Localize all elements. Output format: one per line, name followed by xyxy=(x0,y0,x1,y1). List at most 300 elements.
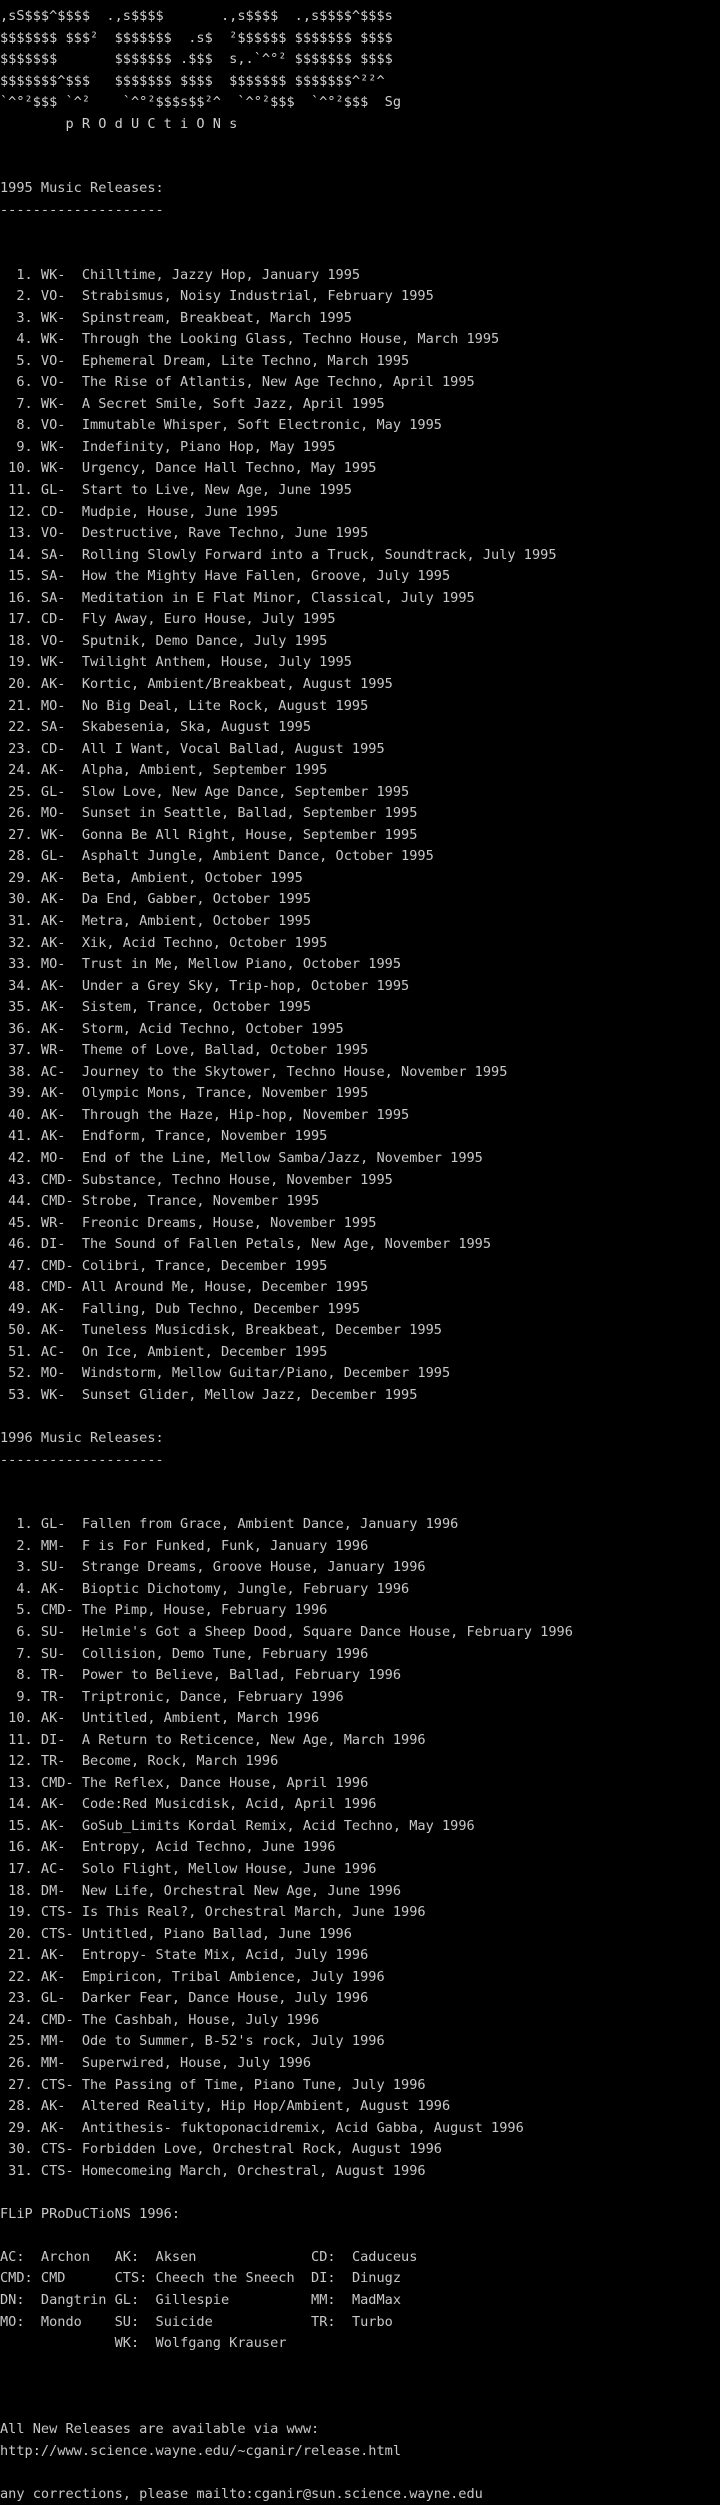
member-code: GL: xyxy=(114,2291,156,2308)
release-number: 29. xyxy=(0,869,41,886)
artist-code: VO- xyxy=(40,352,82,369)
release-title: Twilight Anthem, House, July 1995 xyxy=(81,654,352,671)
release-number: 41. xyxy=(0,1128,41,1145)
release-title: Rolling Slowly Forward into a Truck, Soundtrack, July 1995 xyxy=(81,546,557,563)
release-item xyxy=(0,1363,720,1385)
artist-code: CTS- xyxy=(40,1904,82,1921)
artist-code: AK- xyxy=(40,977,82,994)
artist-code: CMD- xyxy=(40,1193,82,1210)
artist-code: GL- xyxy=(40,1516,82,1533)
release-number: 33. xyxy=(0,956,41,973)
release-number: 49. xyxy=(0,1300,41,1317)
release-item xyxy=(0,1191,720,1213)
artist-code: AK- xyxy=(40,675,82,692)
release-title: Fly Away, Euro House, July 1995 xyxy=(81,611,336,628)
release-number: 18. xyxy=(0,1882,41,1899)
release-item xyxy=(0,437,720,459)
release-number: 3. xyxy=(0,309,41,326)
release-title: Urgency, Dance Hall Techno, May 1995 xyxy=(81,460,377,477)
member-name: MadMax xyxy=(351,2291,402,2308)
artist-code: SA- xyxy=(40,568,82,585)
release-title: Asphalt Jungle, Ambient Dance, October 1995 xyxy=(81,848,434,865)
release-number: 34. xyxy=(0,977,41,994)
release-title: Sunset Glider, Mellow Jazz, December 1995 xyxy=(81,1387,418,1403)
member-code: MM: xyxy=(311,2291,352,2308)
artist-code: AK- xyxy=(40,1817,82,1834)
release-item xyxy=(0,1148,720,1170)
release-title: Untitled, Piano Ballad, June 1996 xyxy=(81,1925,352,1942)
release-item xyxy=(0,1622,720,1644)
member-name: Cheech the Sneech xyxy=(155,2270,312,2287)
member-name: Aksen xyxy=(155,2248,312,2265)
artist-code: GL- xyxy=(40,482,82,499)
release-title: Xik, Acid Techno, October 1995 xyxy=(81,934,328,951)
artist-code: CTS- xyxy=(40,1925,82,1942)
release-number: 1. xyxy=(0,266,41,283)
release-number: 11. xyxy=(0,1731,41,1748)
release-title: Spinstream, Breakbeat, March 1995 xyxy=(81,309,352,326)
artist-code: WK- xyxy=(40,331,82,348)
release-title: Sistem, Trance, October 1995 xyxy=(81,999,311,1016)
release-number: 12. xyxy=(0,1753,41,1770)
release-item xyxy=(0,652,720,674)
release-title: All Around Me, House, December 1995 xyxy=(81,1279,369,1296)
release-title: Slow Love, New Age Dance, September 1995 xyxy=(81,783,410,800)
release-item xyxy=(0,609,720,631)
release-title: Chilltime, Jazzy Hop, January 1995 xyxy=(81,266,361,283)
release-number: 28. xyxy=(0,848,41,865)
member-code xyxy=(0,2335,41,2351)
release-item xyxy=(0,803,720,825)
artist-code: CMD- xyxy=(40,1279,82,1296)
artist-code: VO- xyxy=(40,417,82,434)
release-title: Solo Flight, Mellow House, June 1996 xyxy=(81,1861,377,1878)
artist-code: VO- xyxy=(40,525,82,542)
release-title: Bioptic Dichotomy, Jungle, February 1996 xyxy=(81,1580,410,1597)
release-number: 39. xyxy=(0,1085,41,1102)
release-url-link[interactable]: http://www.science.wayne.edu/~cganir/release.html xyxy=(0,2442,402,2459)
member-code: CMD: xyxy=(0,2270,41,2287)
release-title: Theme of Love, Ballad, October 1995 xyxy=(81,1042,369,1059)
release-item xyxy=(0,911,720,933)
release-item xyxy=(0,2075,720,2097)
release-number: 21. xyxy=(0,1947,41,1964)
release-title: The Sound of Fallen Petals, New Age, November 1995 xyxy=(81,1236,492,1253)
release-title: GoSub_Limits Kordal Remix, Acid Techno, May 1996 xyxy=(81,1817,475,1834)
spacer xyxy=(0,2355,720,2377)
member-code: SU: xyxy=(114,2313,156,2330)
release-title: Gonna Be All Right, House, September 1995 xyxy=(81,826,418,843)
release-number: 1. xyxy=(0,1516,41,1533)
release-item xyxy=(0,1385,720,1407)
release-item xyxy=(0,1708,720,1730)
release-number: 14. xyxy=(0,1796,41,1813)
release-item xyxy=(0,1730,720,1752)
corrections-mailto-link[interactable]: any corrections, please mailto:cganir@sun.science.wayne.edu xyxy=(0,2485,483,2502)
artist-code: CD- xyxy=(40,611,82,628)
spacer xyxy=(0,2376,720,2398)
release-number: 22. xyxy=(0,719,41,736)
release-title: The Rise of Atlantis, New Age Techno, April 1995 xyxy=(81,374,475,391)
member-name: CMD xyxy=(40,2270,115,2287)
release-title: Strange Dreams, Groove House, January 1996 xyxy=(81,1559,426,1576)
release-item xyxy=(0,1988,720,2010)
release-title: Superwired, House, July 1996 xyxy=(81,2054,311,2071)
roster-table xyxy=(0,2247,720,2355)
release-item xyxy=(0,1320,720,1342)
section-rule: -------------------- xyxy=(0,1451,164,1468)
release-number: 22. xyxy=(0,1968,41,1985)
release-title: Code:Red Musicdisk, Acid, April 1996 xyxy=(81,1796,377,1813)
artist-code: AK- xyxy=(40,762,82,779)
section-heading: 1995 Music Releases: xyxy=(0,180,164,197)
release-number: 38. xyxy=(0,1063,41,1080)
artist-code: CMD- xyxy=(40,2011,82,2028)
logo-line: `^°²$$$ `^² `^°²$$$s$$²^ `^°²$$$ `^°²$$$ Sg xyxy=(0,94,402,111)
artist-code: CTS- xyxy=(40,2076,82,2093)
artist-code: SA- xyxy=(40,589,82,606)
artist-code: WR- xyxy=(40,1214,82,1231)
release-number: 8. xyxy=(0,1667,41,1684)
release-number: 13. xyxy=(0,525,41,542)
release-item xyxy=(0,2161,720,2183)
artist-code: AK- xyxy=(40,2119,82,2136)
artist-code: WK- xyxy=(40,654,82,671)
release-item xyxy=(0,1126,720,1148)
artist-code: AK- xyxy=(40,1947,82,1964)
artist-code: AK- xyxy=(40,869,82,886)
release-title: Indefinity, Piano Hop, May 1995 xyxy=(81,438,336,455)
release-title: Forbidden Love, Orchestral Rock, August 1996 xyxy=(81,2141,442,2158)
member-name: Gillespie xyxy=(155,2291,312,2308)
release-title: Endform, Trance, November 1995 xyxy=(81,1128,328,1145)
release-title: Untitled, Ambient, March 1996 xyxy=(81,1710,320,1727)
artist-code: GL- xyxy=(40,1990,82,2007)
release-item xyxy=(0,954,720,976)
release-item xyxy=(0,502,720,524)
artist-code: AK- xyxy=(40,1322,82,1339)
release-title: The Pimp, House, February 1996 xyxy=(81,1602,328,1619)
artist-code: MO- xyxy=(40,956,82,973)
member-code: DN: xyxy=(0,2291,41,2308)
artist-code: WK- xyxy=(40,1387,82,1403)
release-number: 9. xyxy=(0,1688,41,1705)
artist-code: WK- xyxy=(40,438,82,455)
release-item xyxy=(0,2096,720,2118)
release-title: Freonic Dreams, House, November 1995 xyxy=(81,1214,377,1231)
release-title: Entropy, Acid Techno, June 1996 xyxy=(81,1839,336,1856)
release-number: 4. xyxy=(0,331,41,348)
release-item xyxy=(0,1687,720,1709)
release-number: 2. xyxy=(0,288,41,305)
release-item xyxy=(0,674,720,696)
release-item xyxy=(0,1945,720,1967)
release-item xyxy=(0,480,720,502)
artist-code: AK- xyxy=(40,1085,82,1102)
artist-code: CMD- xyxy=(40,1602,82,1619)
release-number: 26. xyxy=(0,2054,41,2071)
artist-code: WK- xyxy=(40,460,82,477)
artist-code: CD- xyxy=(40,503,82,520)
member-code: AK: xyxy=(114,2248,156,2265)
release-title: Journey to the Skytower, Techno House, November 1995 xyxy=(81,1063,508,1080)
release-item xyxy=(0,308,720,330)
release-item xyxy=(0,1040,720,1062)
release-number: 32. xyxy=(0,934,41,951)
release-item xyxy=(0,868,720,890)
logo-line: p R O d U C t i O N s xyxy=(0,115,238,132)
spacer xyxy=(0,243,720,265)
release-number: 7. xyxy=(0,1645,41,1662)
artist-code: MO- xyxy=(40,1149,82,1166)
release-title: Sunset in Seattle, Ballad, September 1995 xyxy=(81,805,418,822)
artist-code: SU- xyxy=(40,1645,82,1662)
release-number: 16. xyxy=(0,1839,41,1856)
release-number: 28. xyxy=(0,2098,41,2115)
release-title: Entropy- State Mix, Acid, July 1996 xyxy=(81,1947,369,1964)
release-title: Homecomeing March, Orchestral, August 1996 xyxy=(81,2162,426,2179)
artist-code: AK- xyxy=(40,1020,82,1037)
release-number: 17. xyxy=(0,1861,41,1878)
artist-code: MO- xyxy=(40,1365,82,1382)
member-name: Suicide xyxy=(155,2313,312,2330)
release-number: 42. xyxy=(0,1149,41,1166)
release-item xyxy=(0,545,720,567)
release-item xyxy=(0,1665,720,1687)
release-number: 27. xyxy=(0,826,41,843)
member-name: Archon xyxy=(40,2248,115,2265)
release-item xyxy=(0,1794,720,1816)
release-title: Falling, Dub Techno, December 1995 xyxy=(81,1300,361,1317)
release-number: 46. xyxy=(0,1236,41,1253)
artist-code: AK- xyxy=(40,1106,82,1123)
release-item xyxy=(0,2118,720,2140)
spacer xyxy=(0,1407,720,1429)
release-number: 35. xyxy=(0,999,41,1016)
artist-code: VO- xyxy=(40,288,82,305)
release-title: Under a Grey Sky, Trip-hop, October 1995 xyxy=(81,977,410,994)
artist-code: SU- xyxy=(40,1624,82,1641)
release-title: Become, Rock, March 1996 xyxy=(81,1753,279,1770)
release-title: Metra, Ambient, October 1995 xyxy=(81,912,311,929)
artist-code: WK- xyxy=(40,266,82,283)
release-item xyxy=(0,523,720,545)
release-number: 52. xyxy=(0,1365,41,1382)
release-item xyxy=(0,1579,720,1601)
release-item xyxy=(0,372,720,394)
release-number: 18. xyxy=(0,632,41,649)
release-title: Beta, Ambient, October 1995 xyxy=(81,869,303,886)
release-number: 30. xyxy=(0,2141,41,2158)
release-title: End of the Line, Mellow Samba/Jazz, November 1995 xyxy=(81,1149,483,1166)
release-item xyxy=(0,566,720,588)
release-title: Windstorm, Mellow Guitar/Piano, December 1995 xyxy=(81,1365,451,1382)
release-item xyxy=(0,933,720,955)
artist-code: AC- xyxy=(40,1343,82,1360)
release-title: Destructive, Rave Techno, June 1995 xyxy=(81,525,369,542)
release-number: 43. xyxy=(0,1171,41,1188)
artist-code: AK- xyxy=(40,1580,82,1597)
release-number: 5. xyxy=(0,1602,41,1619)
release-number: 51. xyxy=(0,1343,41,1360)
release-number: 26. xyxy=(0,805,41,822)
roster-row xyxy=(0,2290,720,2312)
release-title: Skabesenia, Ska, August 1995 xyxy=(81,719,311,736)
artist-code: AK- xyxy=(40,1839,82,1856)
roster-row xyxy=(0,2312,720,2334)
release-number: 21. xyxy=(0,697,41,714)
release-item xyxy=(0,1277,720,1299)
release-item xyxy=(0,1773,720,1795)
release-number: 17. xyxy=(0,611,41,628)
release-title: Collision, Demo Tune, February 1996 xyxy=(81,1645,369,1662)
artist-code: AC- xyxy=(40,1063,82,1080)
release-item xyxy=(0,588,720,610)
artist-code: AK- xyxy=(40,891,82,908)
release-title: Empiricon, Tribal Ambience, July 1996 xyxy=(81,1968,385,1985)
release-item xyxy=(0,1816,720,1838)
release-number: 3. xyxy=(0,1559,41,1576)
release-number: 36. xyxy=(0,1020,41,1037)
artist-code: MM- xyxy=(40,1537,82,1554)
release-number: 20. xyxy=(0,675,41,692)
release-item xyxy=(0,1256,720,1278)
release-number: 31. xyxy=(0,2162,41,2179)
release-number: 20. xyxy=(0,1925,41,1942)
release-number: 19. xyxy=(0,1904,41,1921)
release-number: 40. xyxy=(0,1106,41,1123)
release-item xyxy=(0,1837,720,1859)
release-item xyxy=(0,394,720,416)
release-title: Mudpie, House, June 1995 xyxy=(81,503,279,520)
release-title: Strabismus, Noisy Industrial, February 1995 xyxy=(81,288,434,305)
artist-code: CTS- xyxy=(40,2141,82,2158)
release-item xyxy=(0,717,720,739)
release-title: Immutable Whisper, Soft Electronic, May 1995 xyxy=(81,417,442,434)
release-title: Altered Reality, Hip Hop/Ambient, August 1996 xyxy=(81,2098,451,2115)
release-title: No Big Deal, Lite Rock, August 1995 xyxy=(81,697,369,714)
roster-row xyxy=(0,2268,720,2290)
spacer xyxy=(0,2398,720,2420)
release-title: Substance, Techno House, November 1995 xyxy=(81,1171,393,1188)
artist-code: MO- xyxy=(40,697,82,714)
release-number: 10. xyxy=(0,460,41,477)
member-name: Dangtrin xyxy=(40,2291,115,2308)
release-title: Helmie's Got a Sheep Dood, Square Dance House, February 1996 xyxy=(81,1624,573,1641)
release-item xyxy=(0,1342,720,1364)
release-item xyxy=(0,739,720,761)
artist-code: TR- xyxy=(40,1688,82,1705)
roster-section xyxy=(0,2204,720,2355)
artist-code: AK- xyxy=(40,999,82,1016)
artist-code: CMD- xyxy=(40,1774,82,1791)
release-item xyxy=(0,1751,720,1773)
ascii-logo xyxy=(0,6,720,135)
release-title: On Ice, Ambient, December 1995 xyxy=(81,1343,328,1360)
spacer xyxy=(0,2225,720,2247)
release-number: 53. xyxy=(0,1387,41,1403)
release-number: 13. xyxy=(0,1774,41,1791)
member-name xyxy=(41,2335,115,2351)
release-item xyxy=(0,2139,720,2161)
release-title: Olympic Mons, Trance, November 1995 xyxy=(81,1085,369,1102)
member-code: AC: xyxy=(0,2248,41,2265)
spacer xyxy=(0,2462,720,2484)
release-item xyxy=(0,2010,720,2032)
member-code: CD: xyxy=(311,2248,352,2265)
member-code: MO: xyxy=(0,2313,41,2330)
release-item xyxy=(0,458,720,480)
artist-code: MM- xyxy=(40,2033,82,2050)
release-item xyxy=(0,846,720,868)
release-title: Kortic, Ambient/Breakbeat, August 1995 xyxy=(81,675,393,692)
logo-line: $$$$$$$ $$$² $$$$$$$ .s$ ²$$$$$$ $$$$$$$ $$$$ xyxy=(0,29,393,46)
release-item xyxy=(0,329,720,351)
availability-text: All New Releases are available via www: xyxy=(0,2421,320,2438)
release-title: Storm, Acid Techno, October 1995 xyxy=(81,1020,344,1037)
release-item xyxy=(0,1924,720,1946)
release-number: 27. xyxy=(0,2076,41,2093)
release-item xyxy=(0,1557,720,1579)
artist-code: AK- xyxy=(40,934,82,951)
release-item xyxy=(0,1213,720,1235)
release-number: 24. xyxy=(0,2011,41,2028)
member-code: CTS: xyxy=(114,2270,156,2287)
member-name: Caduceus xyxy=(351,2248,418,2265)
release-number: 10. xyxy=(0,1710,41,1727)
member-code: WK: xyxy=(114,2335,156,2352)
artist-code: AK- xyxy=(40,1796,82,1813)
release-item xyxy=(0,1536,720,1558)
artist-code: CD- xyxy=(40,740,82,757)
spacer xyxy=(0,221,720,243)
release-item xyxy=(0,1859,720,1881)
release-number: 24. xyxy=(0,762,41,779)
spacer xyxy=(0,157,720,179)
release-title: New Life, Orchestral New Age, June 1996 xyxy=(81,1882,402,1899)
artist-code: MM- xyxy=(40,2054,82,2071)
roster-row xyxy=(0,2333,720,2355)
artist-code: CMD- xyxy=(40,1257,82,1274)
release-title: Antithesis- fuktoponacidremix, Acid Gabba, August 1996 xyxy=(81,2119,524,2136)
artist-code: WR- xyxy=(40,1042,82,1059)
release-item xyxy=(0,1083,720,1105)
release-number: 11. xyxy=(0,482,41,499)
release-title: Through the Looking Glass, Techno House, March 1995 xyxy=(81,331,500,348)
release-item xyxy=(0,1170,720,1192)
artist-code: AC- xyxy=(40,1861,82,1878)
release-title: Ephemeral Dream, Lite Techno, March 1995 xyxy=(81,352,410,369)
release-title: Sputnik, Demo Dance, July 1995 xyxy=(81,632,328,649)
release-title: Through the Haze, Hip-hop, November 1995 xyxy=(81,1106,410,1123)
release-number: 45. xyxy=(0,1214,41,1231)
release-number: 15. xyxy=(0,568,41,585)
artist-code: DI- xyxy=(40,1236,82,1253)
section-rule: -------------------- xyxy=(0,201,164,218)
release-title: Alpha, Ambient, September 1995 xyxy=(81,762,328,779)
release-number: 14. xyxy=(0,546,41,563)
release-item xyxy=(0,1967,720,1989)
release-number: 9. xyxy=(0,438,41,455)
release-title: How the Mighty Have Fallen, Groove, July 1995 xyxy=(81,568,451,585)
roster-heading: FLiP PRoDuCTioNS 1996: xyxy=(0,2205,181,2222)
logo-line: $$$$$$$ $$$$$$$ .$$$ s,.`^°² $$$$$$$ $$$$ xyxy=(0,51,393,68)
release-item xyxy=(0,976,720,998)
release-number: 48. xyxy=(0,1279,41,1296)
release-item xyxy=(0,1881,720,1903)
member-name: Mondo xyxy=(40,2313,115,2330)
artist-code: CTS- xyxy=(40,2162,82,2179)
